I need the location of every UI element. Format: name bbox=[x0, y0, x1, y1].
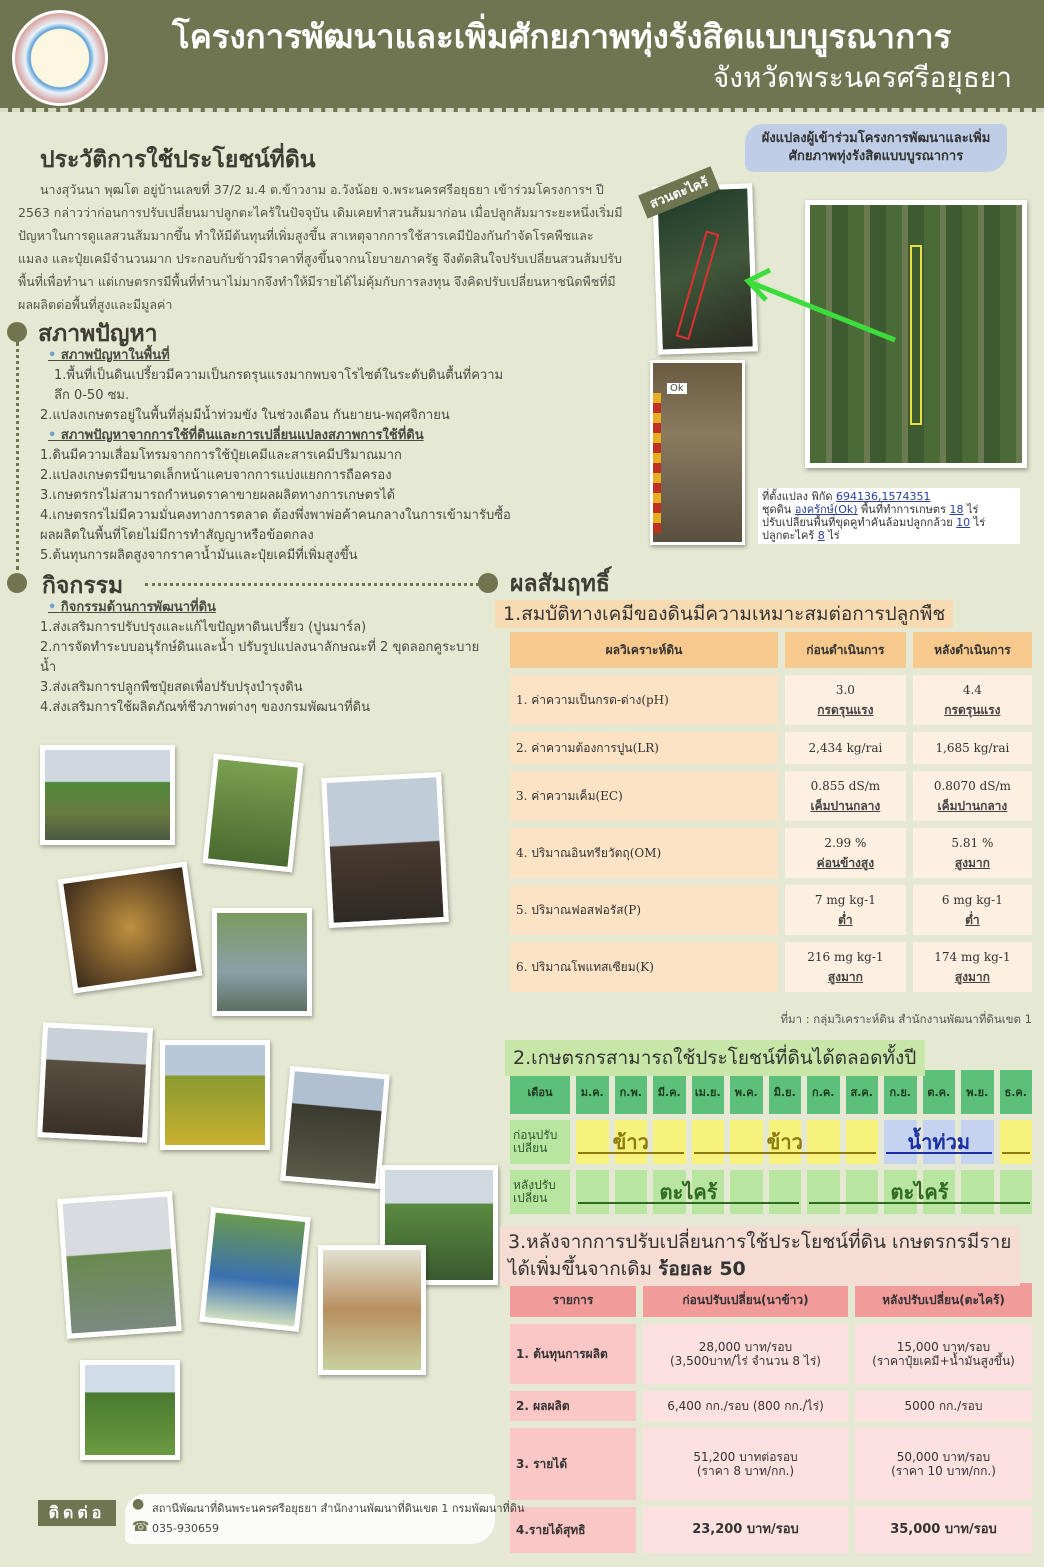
caption-text: พื้นที่ทำการเกษตร bbox=[857, 503, 950, 516]
before-value: 28,000 บาท/รอบ bbox=[698, 1340, 793, 1354]
after-value: 0.8070 dS/m bbox=[933, 779, 1011, 793]
after-cell bbox=[855, 1507, 1032, 1553]
before-value: 216 mg kg-1 bbox=[807, 950, 884, 964]
photo-green-manure bbox=[160, 1040, 270, 1150]
map-label: ผังแปลงผู้เข้าร่วมโครงการพัฒนาและเพิ่มศักยภาพทุ่งรังสิตแบบบูรณาการ bbox=[745, 124, 1007, 172]
photo-farmers-group bbox=[80, 1360, 180, 1460]
caption-text: ที่ตั้งแปลง พิกัด bbox=[762, 490, 836, 503]
column-header: หลังปรับเปลี่ยน(ตะไคร้) bbox=[855, 1283, 1032, 1317]
after-value: 5.81 % bbox=[951, 836, 994, 850]
plot-caption bbox=[758, 488, 1020, 544]
photo-soil-pot bbox=[58, 862, 203, 994]
list-item: 3.เกษตรกรไม่สามารถกำหนดราคาขายผลผลิตทางการเกษตรได้ bbox=[40, 488, 396, 503]
activities-heading: • กิจกรรมด้านการพัฒนาที่ดิน bbox=[48, 598, 480, 618]
row-label: 2. ผลผลิต bbox=[510, 1391, 636, 1421]
segment-label: น้ำท่วม bbox=[907, 1130, 970, 1154]
row-label: 4.รายได้สุทธิ bbox=[510, 1507, 636, 1553]
activities-list bbox=[40, 598, 480, 718]
month-header: มี.ค. bbox=[653, 1070, 686, 1114]
income-heading bbox=[500, 1226, 1020, 1286]
calendar-segment bbox=[578, 1126, 684, 1154]
column-header: ผลวิเคราะห์ดิน bbox=[510, 632, 778, 668]
results-title: ผลสัมฤทธิ์ bbox=[510, 571, 610, 597]
before-value: 3.0 bbox=[835, 683, 855, 697]
table-row bbox=[510, 1391, 1032, 1421]
month-header: ธ.ค. bbox=[1000, 1070, 1033, 1114]
list-item: 2.แปลงเกษตรอยู่ในพื้นที่ลุ่มมีน้ำท่วมขัง ในช่วงเดือน กันยายน-พฤศจิกายน bbox=[40, 408, 450, 423]
photo-pond bbox=[57, 1191, 181, 1339]
history-text: นางสุวันนา พุฒโต อยู่บ้านเลขที่ 37/2 ม.4 ต.ข้าวงาม อ.วังน้อย จ.พระนครศรีอยุธยา เข้าร่วมโครงการฯ ปี 2563 กล่าวว่าก่อนการปรับเปลี่ยนมาปลูกตะไคร้ในปัจจุบัน เดิมเคยทำสวนส้มมาก่อน เมื่อปลูกส้มมาระยะหนึ่งเริ่มมีปัญหาในการดูแลสวนส้มมากขึ้น ทำให้มีต้นทุนที่เพิ่มสูงขึ้น สาเหตุจากการใช้สารเคมีป้องกันกำจัดโรคพืชและแมลง และปุ๋ยเคมีจำนวนมาก ประกอบกับข้าวมีราคาที่สูงขึ้นจากนโยบายภาครัฐ จึงตัดสินใจปรับเปลี่ยนสวนส้มปรับพื้นที่เพื่อทำนา แต่เกษตรกรมีพื้นที่ทำนาไม่มากจึงทำให้มีรายได้ไม่คุ้มกับการลงทุน จึงคิดปรับเปลี่ยนหาชนิดพืชที่มีผลผลิตต่อพื้นที่สูงและมีมูลค่า bbox=[18, 182, 623, 312]
month-header: เม.ย. bbox=[692, 1070, 725, 1114]
table-row bbox=[510, 1428, 1032, 1500]
before-cell bbox=[785, 942, 906, 992]
segment-label: ตะไคร้ bbox=[890, 1180, 949, 1204]
plot-outline bbox=[676, 230, 720, 340]
section-dot bbox=[7, 322, 27, 342]
arrow-icon bbox=[694, 1152, 877, 1154]
month-header: ก.ค. bbox=[807, 1070, 840, 1114]
heading-text: 3.หลังจากการปรับเปลี่ยนการใช้ประโยชน์ที่ดิน เกษตรกรมีรายได้เพิ่มขึ้นจากเดิม bbox=[508, 1231, 1012, 1280]
land-use-calendar bbox=[510, 1070, 1032, 1214]
month-header: พ.ค. bbox=[730, 1070, 763, 1114]
caption-text: ปรับเปลี่ยนพื้นที่ขุดคูทำคันล้อมปลูกกล้วย bbox=[762, 516, 957, 529]
before-value: 51,200 บาทต่อรอบ bbox=[693, 1450, 798, 1464]
after-note: (ราคาปุ๋ยเคมี+น้ำมันสูงขึ้น) bbox=[872, 1354, 1015, 1368]
list-item: 2.การจัดทำระบบอนุรักษ์ดินและน้ำ ปรับรูปแปลงนาลักษณะที่ 2 ขุดลอกคูระบายน้ำ bbox=[40, 640, 480, 675]
before-cell bbox=[785, 885, 906, 935]
list-item: 1.ดินมีความเสื่อมโทรมจากการใช้ปุ๋ยเคมีและสารเคมีปริมาณมาก bbox=[40, 448, 402, 463]
land-use-heading: 2.เกษตรกรสามารถใช้ประโยชน์ที่ดินได้ตลอดทั้งปี bbox=[505, 1040, 925, 1076]
table-row bbox=[510, 732, 1032, 764]
soil-tag: Ok bbox=[667, 383, 687, 394]
photo-field-prep bbox=[37, 1022, 153, 1143]
after-value: 35,000 บาท/รอบ bbox=[890, 1522, 997, 1537]
before-row-label: ก่อนปรับเปลี่ยน bbox=[510, 1120, 570, 1164]
caption-text: ปลูกตะไคร้ bbox=[762, 529, 818, 542]
table-row bbox=[510, 885, 1032, 935]
before-value: 6,400 กก./รอบ (800 กก./ไร่) bbox=[667, 1399, 824, 1413]
month-header: มิ.ย. bbox=[769, 1070, 802, 1114]
before-level: สูงมาก bbox=[827, 970, 863, 984]
page-subtitle: จังหวัดพระนครศรีอยุธยา bbox=[712, 61, 1012, 94]
contact-label: ติดต่อ bbox=[38, 1500, 116, 1526]
segment-label: ข้าว bbox=[766, 1130, 803, 1154]
after-value: 50,000 บาท/รอบ bbox=[896, 1450, 991, 1464]
month-header: ม.ค. bbox=[576, 1070, 609, 1114]
soil-profile-photo bbox=[650, 360, 745, 545]
dotted-line bbox=[145, 583, 485, 586]
after-row-label: หลังปรับเปลี่ยน bbox=[510, 1170, 570, 1214]
list-item: 3.ส่งเสริมการปลูกพืชปุ๋ยสดเพื่อปรับปรุงบำรุงดิน bbox=[40, 680, 303, 695]
before-cell bbox=[643, 1324, 848, 1384]
before-value: 7 mg kg-1 bbox=[814, 893, 876, 907]
table-row bbox=[510, 1324, 1032, 1384]
section-dot bbox=[478, 573, 498, 593]
table-row bbox=[510, 675, 1032, 725]
plot-coordinates: 694136,1574351 bbox=[836, 490, 931, 503]
before-cell bbox=[785, 675, 906, 725]
activities-title: กิจกรรม bbox=[42, 573, 124, 599]
income-table bbox=[503, 1276, 1039, 1560]
calendar-segment bbox=[694, 1126, 877, 1154]
after-value: 174 mg kg-1 bbox=[934, 950, 1011, 964]
calendar-segment bbox=[886, 1126, 992, 1154]
unit: ไร่ bbox=[970, 516, 986, 529]
ldd-logo bbox=[12, 10, 108, 106]
plot-tag: สวนตะไคร้ bbox=[638, 166, 719, 218]
after-value: 1,685 kg/rai bbox=[935, 741, 1010, 755]
list-item: 5.ต้นทุนการผลิตสูงจากราคาน้ำมันและปุ๋ยเคมีที่เพิ่มสูงขึ้น bbox=[40, 548, 358, 563]
column-header: หลังดำเนินการ bbox=[913, 632, 1032, 668]
after-cell bbox=[913, 942, 1032, 992]
before-cell bbox=[785, 732, 906, 764]
phone-icon: ☎ bbox=[132, 1519, 150, 1535]
problems-use-heading: • สภาพปัญหาจากการใช้ที่ดินและการเปลี่ยนแปลงสภาพการใช้ที่ดิน bbox=[48, 426, 515, 446]
month-header: ส.ค. bbox=[846, 1070, 879, 1114]
contact-address: สถานีพัฒนาที่ดินพระนครศรีอยุธยา สำนักงานพัฒนาที่ดินเขต 1 กรมพัฒนาที่ดิน bbox=[152, 1502, 525, 1515]
page-title: โครงการพัฒนาและเพิ่มศักยภาพทุ่งรังสิตแบบบูรณาการ bbox=[172, 17, 952, 56]
income-increase: ร้อยละ 50 bbox=[658, 1258, 746, 1280]
lemongrass-area: 8 bbox=[817, 529, 825, 542]
after-level: เค็มปานกลาง bbox=[937, 799, 1008, 813]
column-header: ก่อนปรับเปลี่ยน(นาข้าว) bbox=[643, 1283, 848, 1317]
month-header-label: เดือน bbox=[510, 1070, 570, 1114]
row-label: 4. ปริมาณอินทรียวัตถุ(OM) bbox=[510, 828, 778, 878]
before-level: เค็มปานกลาง bbox=[810, 799, 881, 813]
list-item: 4.ส่งเสริมการใช้ผลิตภัณฑ์ชีวภาพต่างๆ ของกรมพัฒนาที่ดิน bbox=[40, 700, 371, 715]
unit: ไร่ bbox=[824, 529, 840, 542]
before-cell bbox=[643, 1428, 848, 1500]
list-item: 1.ส่งเสริมการปรับปรุงและแก้ไขปัญหาดินเปรี้ยว (ปูนมาร์ล) bbox=[40, 620, 367, 635]
month-header: ก.ย. bbox=[884, 1070, 917, 1114]
after-cell bbox=[913, 885, 1032, 935]
row-label: 1. ค่าความเป็นกรด-ด่าง(pH) bbox=[510, 675, 778, 725]
after-cell bbox=[913, 732, 1032, 764]
photo-drainage bbox=[212, 908, 312, 1016]
list-item: 2.แปลงเกษตรมีขนาดเล็กหน้าแคบจากการแบ่งแยกการถือครอง bbox=[40, 468, 392, 483]
table-row bbox=[510, 828, 1032, 878]
before-note: (ราคา 8 บาท/กก.) bbox=[696, 1464, 795, 1478]
row-label: 2. ค่าความต้องการปูน(LR) bbox=[510, 732, 778, 764]
after-cell bbox=[855, 1428, 1032, 1500]
month-header: พ.ย. bbox=[961, 1070, 994, 1114]
photo-lemongrass-harvest bbox=[199, 1207, 310, 1332]
photo-fieldwork bbox=[202, 754, 303, 873]
table-row bbox=[510, 771, 1032, 821]
list-item: 4.เกษตรกรไม่มีความมั่นคงทางการตลาด ต้องพึ่งพาพ่อค้าคนกลางในการเข้ามารับซื้อผลผลิตในพื้นที่โดยไม่มีการทำสัญญาหรือข้อตกลง bbox=[40, 508, 511, 543]
after-cell bbox=[913, 828, 1032, 878]
contact-phone: 035-930659 bbox=[152, 1522, 219, 1535]
before-cell bbox=[643, 1391, 848, 1421]
table-row bbox=[510, 1507, 1032, 1553]
soil-chem-heading: 1.สมบัติทางเคมีของดินมีความเหมาะสมต่อการปลูกพืช bbox=[495, 600, 953, 628]
after-cell bbox=[913, 675, 1032, 725]
column-header: ก่อนดำเนินการ bbox=[785, 632, 906, 668]
after-value: 6 mg kg-1 bbox=[941, 893, 1003, 907]
month-header: ต.ค. bbox=[923, 1070, 956, 1114]
row-label: 3. ค่าความเค็ม(EC) bbox=[510, 771, 778, 821]
before-level: ต่ำ bbox=[838, 913, 853, 927]
row-label: 5. ปริมาณฟอสฟอรัส(P) bbox=[510, 885, 778, 935]
photo-farmer bbox=[318, 1245, 426, 1375]
month-header: ก.พ. bbox=[615, 1070, 648, 1114]
arrow-icon bbox=[809, 1202, 1030, 1204]
after-cell bbox=[855, 1391, 1032, 1421]
problems-area-heading: • สภาพปัญหาในพื้นที่ bbox=[48, 346, 515, 366]
dotted-line bbox=[16, 342, 19, 570]
before-level: ค่อนข้างสูง bbox=[816, 856, 875, 870]
arrow-icon bbox=[740, 265, 900, 350]
after-level: กรดรุนแรง bbox=[944, 703, 1001, 717]
after-cell bbox=[913, 771, 1032, 821]
before-value: 23,200 บาท/รอบ bbox=[692, 1522, 799, 1537]
photo-plowed-field bbox=[321, 772, 449, 928]
history-title: ประวัติการใช้ประโยชน์ที่ดิน bbox=[40, 147, 316, 173]
row-label: 6. ปริมาณโพแทสเซียม(K) bbox=[510, 942, 778, 992]
segment-label: ตะไคร้ bbox=[659, 1180, 718, 1204]
after-value: 15,000 บาท/รอบ bbox=[896, 1340, 991, 1354]
before-note: (3,500บาท/ไร่ จำนวน 8 ไร่) bbox=[670, 1354, 821, 1368]
section-dot bbox=[7, 573, 27, 593]
map-pin-icon: ● bbox=[132, 1496, 145, 1512]
after-value: 5000 กก./รอบ bbox=[904, 1399, 983, 1413]
arrow-icon bbox=[578, 1202, 799, 1204]
problems-list bbox=[40, 346, 515, 566]
after-level: สูงมาก bbox=[954, 856, 990, 870]
list-item: 1.พื้นที่เป็นดินเปรี้ยวมีความเป็นกรดรุนแรงมากพบจาโรไซต์ในระดับดินตื้นที่ความลึก 0-50 ซม. bbox=[54, 368, 504, 403]
after-level: ต่ำ bbox=[965, 913, 980, 927]
after-note: (ราคา 10 บาท/กก.) bbox=[891, 1464, 996, 1478]
segment-label: ข้าว bbox=[612, 1130, 649, 1154]
row-label: 1. ต้นทุนการผลิต bbox=[510, 1324, 636, 1384]
before-cell bbox=[785, 828, 906, 878]
calendar-segment bbox=[809, 1176, 1030, 1204]
unit: ไร่ bbox=[963, 503, 979, 516]
banana-area: 10 bbox=[956, 516, 971, 529]
photo-bare-soil bbox=[280, 1066, 390, 1189]
photo-canal bbox=[40, 745, 175, 845]
data-source: ที่มา : กลุ่มวิเคราะห์ดิน สำนักงานพัฒนาที่ดินเขต 1 bbox=[780, 1012, 1032, 1026]
problems-title: สภาพปัญหา bbox=[38, 321, 158, 347]
row-label: 3. รายได้ bbox=[510, 1428, 636, 1500]
before-value: 2.99 % bbox=[824, 836, 867, 850]
farm-area: 18 bbox=[949, 503, 964, 516]
measuring-tape bbox=[653, 393, 661, 533]
before-value: 0.855 dS/m bbox=[810, 779, 881, 793]
calendar-segment bbox=[578, 1176, 799, 1204]
column-header: รายการ bbox=[510, 1283, 636, 1317]
after-value: 4.4 bbox=[962, 683, 982, 697]
before-value: 2,434 kg/rai bbox=[808, 741, 883, 755]
table-row bbox=[510, 942, 1032, 992]
soil-series: องครักษ์(Ok) bbox=[794, 503, 858, 516]
after-cell bbox=[855, 1324, 1032, 1384]
before-level: กรดรุนแรง bbox=[817, 703, 874, 717]
plot-outline bbox=[910, 245, 922, 425]
after-level: สูงมาก bbox=[954, 970, 990, 984]
arrow-icon bbox=[886, 1152, 992, 1154]
arrow-icon bbox=[1002, 1152, 1031, 1154]
caption-text: ชุดดิน bbox=[762, 503, 795, 516]
calendar-segment bbox=[1002, 1126, 1031, 1154]
soil-analysis-table bbox=[503, 625, 1039, 999]
arrow-icon bbox=[578, 1152, 684, 1154]
before-cell bbox=[643, 1507, 848, 1553]
before-cell bbox=[785, 771, 906, 821]
